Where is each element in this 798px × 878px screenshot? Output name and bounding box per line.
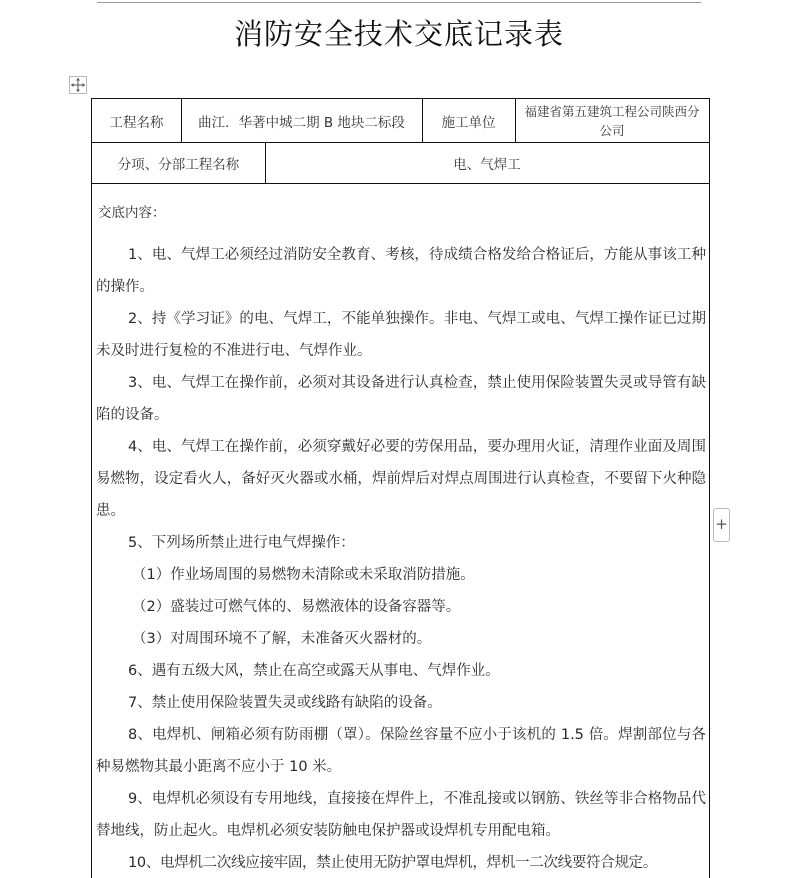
column-divider [422, 99, 423, 142]
content-item: 5、下列场所禁止进行电气焊操作： [128, 535, 355, 551]
row-divider [92, 142, 709, 143]
contractor-value [515, 99, 709, 142]
page-top-rule [97, 2, 701, 3]
content-item: 8、电焊机、闸箱必须有防雨棚（罩）。保险丝容量不应小于该机的 1.5 倍。焊割部位与各种易燃物其最小距离不应小于 10 米。 [96, 727, 706, 775]
subproject-label: 分项、分部工程名称 [117, 156, 240, 173]
add-column-button[interactable]: + [713, 508, 730, 542]
table-move-handle[interactable] [69, 76, 87, 94]
column-divider [181, 99, 182, 142]
content-item: 6、遇有五级大风，禁止在高空或露天从事电、气焊作业。 [128, 663, 500, 679]
column-divider [265, 142, 266, 183]
column-divider [515, 99, 516, 142]
content-item: 10、电焊机二次线应接牢固，禁止使用无防护罩电焊机，焊机一二次线要符合规定。 [128, 855, 658, 871]
content-item: 3、电、气焊工在操作前，必须对其设备进行认真检查，禁止使用保险装置失灵或导管有缺陷的设备。 [96, 375, 706, 423]
contractor-label: 施工单位 [441, 114, 496, 131]
project-name-value: 曲江．华著中城二期 B 地块二标段 [198, 114, 405, 131]
content-label: 交底内容： [98, 205, 166, 221]
content-item: 4、电、气焊工在操作前，必须穿戴好必要的劳保用品，要办理用火证，清理作业面及周围易燃物，设定看火人，备好灭火器或水桶，焊前焊后对焊点周围进行认真检查，不要留下火种隐患。 [96, 439, 706, 519]
row-divider [92, 183, 709, 184]
content-item: 7、禁止使用保险装置失灵或线路有缺陷的设备。 [128, 695, 442, 711]
content-item: 9、电焊机必须设有专用地线，直接接在焊件上，不准乱接或以钢筋、铁丝等非合格物品代替地线，防止起火。电焊机必须安装防触电保护器或设焊机专用配电箱。 [96, 791, 706, 839]
contractor-value-line1: 福建省第五建筑工程公司陕西分 [524, 103, 700, 119]
project-name-label: 工程名称 [109, 114, 164, 131]
content-item: （1）作业场周围的易燃物未清除或未采取消防措施。 [132, 567, 475, 583]
subproject-value: 电、气焊工 [453, 156, 521, 173]
contractor-value-line2: 公司 [599, 122, 625, 138]
move-arrows-icon [70, 77, 86, 93]
content-item: 2、持《学习证》的电、气焊工，不能单独操作。非电、气焊工或电、气焊工操作证已过期未及时进行复检的不准进行电、气焊作业。 [96, 311, 706, 359]
document-title: 消防安全技术交底记录表 [233, 17, 564, 51]
record-table [91, 98, 710, 878]
content-item: （2）盛装过可燃气体的、易燃液体的设备容器等。 [132, 599, 461, 615]
content-item: （3）对周围环境不了解，未准备灭火器材的。 [132, 631, 432, 647]
content-item: 1、电、气焊工必须经过消防安全教育、考核，待成绩合格发给合格证后，方能从事该工种的操作。 [96, 247, 706, 295]
